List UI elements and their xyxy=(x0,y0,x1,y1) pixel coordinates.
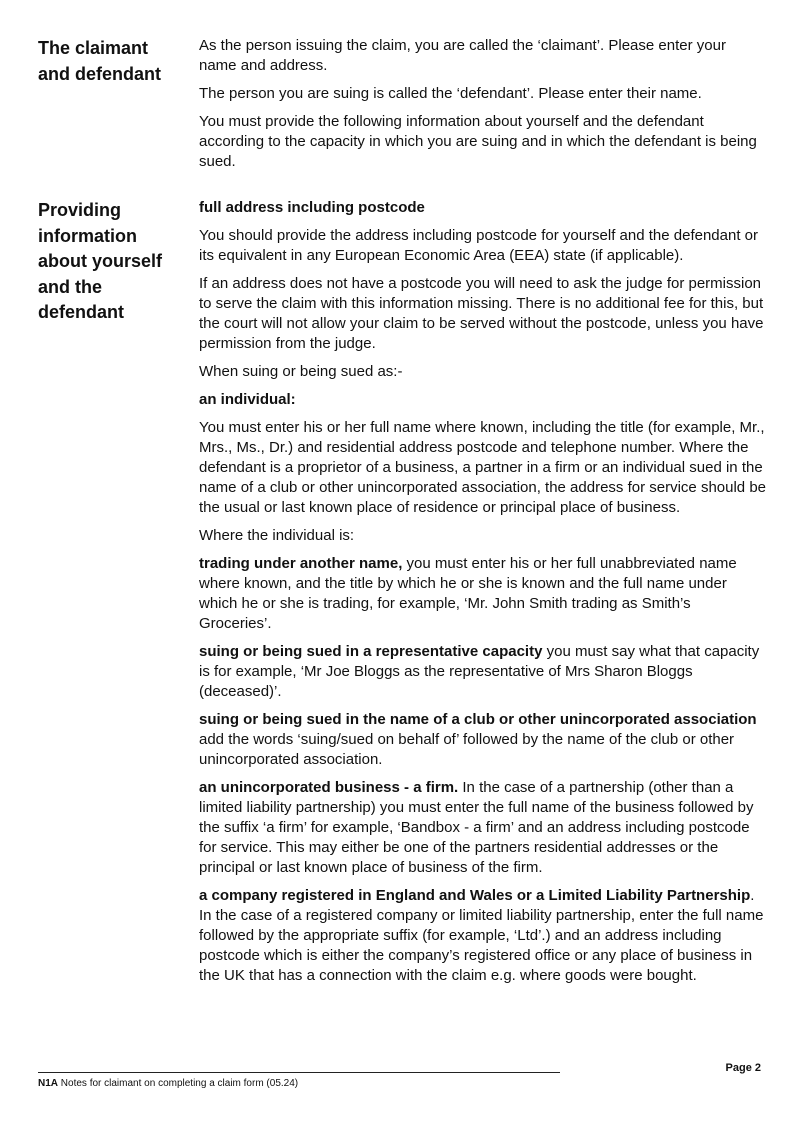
term-club: suing or being sued in the name of a club or other unincorporated association xyxy=(199,711,757,728)
text-trading: you must enter his or her full unabbreviated name where known, and the title by which he or she is known and the full name under which he or she is trading, for example, ‘Mr. John Smith trading as Smith’s Groceries’. xyxy=(199,555,737,632)
paragraph-trading xyxy=(199,554,767,634)
term-trading: trading under another name, xyxy=(199,555,403,572)
paragraph-company xyxy=(199,886,767,986)
section-heading: The claimant and defendant xyxy=(38,38,162,84)
footer-divider xyxy=(38,1072,560,1073)
term-representative: suing or being sued in a representative capacity xyxy=(199,643,543,660)
term-company: a company registered in England and Wales or a Limited Liability Partnership xyxy=(199,887,751,904)
paragraph-capacity: You must provide the following information about yourself and the defendant according to the capacity in which you are suing and in which the defendant is being sued. xyxy=(199,113,757,170)
paragraph-where-individual: Where the individual is: xyxy=(199,527,355,544)
paragraph-representative xyxy=(199,642,767,702)
subheading-address: full address including postcode xyxy=(199,199,425,216)
form-reference xyxy=(38,1078,298,1089)
section-heading: Providing information about yourself and the defendant xyxy=(38,200,163,322)
term-firm: an unincorporated business - a firm. xyxy=(199,779,459,796)
paragraph-defendant: The person you are suing is called the ‘defendant’. Please enter their name. xyxy=(199,85,702,102)
paragraph-club xyxy=(199,710,767,770)
page-number: Page 2 xyxy=(725,1062,761,1074)
paragraph-individual: You must enter his or her full name where known, including the title (for example, Mr., Mrs., Ms., Dr.) and residential address postcode and telephone number. Where the defendant is a proprietor of a business, a partner in a firm or an individual sued in the name of a club or other unincorporated association, the address for service should be the usual or last known place of residence or principal place of business. xyxy=(199,419,766,516)
text-club: add the words ‘suing/sued on behalf of’ followed by the name of the club or other unincorporated association. xyxy=(199,731,735,768)
paragraph-firm xyxy=(199,778,767,878)
section-body xyxy=(199,36,767,180)
subheading-individual: an individual: xyxy=(199,391,296,408)
form-code: N1A xyxy=(38,1078,59,1089)
text-representative: you must say what that capacity is for example, ‘Mr Joe Bloggs as the representative of Mrs Sharon Bloggs (deceased)’. xyxy=(199,643,760,700)
paragraph-no-postcode: If an address does not have a postcode you will need to ask the judge for permission to serve the claim with this information missing. There is no additional fee for this, but the court will not allow your claim to be served without the postcode, unless you have permission from the judge. xyxy=(199,275,764,352)
text-firm: In the case of a partnership (other than a limited liability partnership) you must enter the full name of the business followed by the suffix ‘a firm’ for example, ‘Bandbox - a firm’ and an address including postcode for service. This may either be one of the partners residential addresses or the principal or last known place of business of the firm. xyxy=(199,779,754,876)
paragraph-when-suing: When suing or being sued as:- xyxy=(199,363,403,380)
form-title: Notes for claimant on completing a claim form (05.24) xyxy=(60,1078,299,1089)
paragraph-address: You should provide the address including postcode for yourself and the defendant or its equivalent in any European Economic Area (EEA) state (if applicable). xyxy=(199,227,758,264)
section-body xyxy=(199,198,767,994)
text-company: . In the case of a registered company or limited liability partnership, enter the full name followed by the appropriate suffix (for example, ‘Ltd’.) and an address including postcode which is either the company’s registered office or any place of business in the UK that has a connection with the claim e.g. where goods were bought. xyxy=(199,887,764,984)
paragraph-claimant: As the person issuing the claim, you are called the ‘claimant’. Please enter your name and address. xyxy=(199,37,726,74)
